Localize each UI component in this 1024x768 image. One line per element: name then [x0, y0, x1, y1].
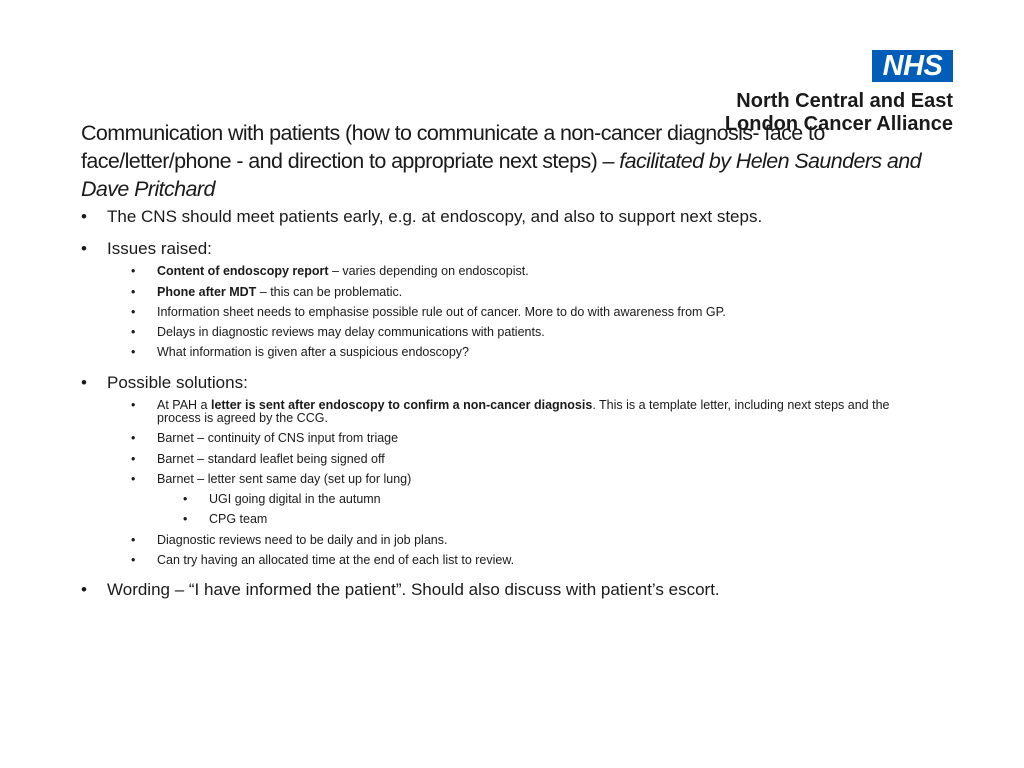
organisation-name	[725, 90, 953, 136]
bullet-icon: •	[131, 345, 136, 359]
bullet-icon: •	[131, 553, 136, 567]
solution-item-text: Can try having an allocated time at the end of each list to review.	[157, 553, 515, 567]
organisation-line-1: North Central and East	[736, 90, 953, 112]
issue-item-bold: Phone after MDT	[157, 285, 257, 299]
organisation-line-2: London Cancer Alliance	[724, 113, 953, 135]
solution-item-text: Barnet – letter sent same day (set up for lung)	[157, 472, 412, 486]
issue-item-text: What information is given after a suspicious endoscopy?	[157, 345, 469, 359]
bullet-icon: •	[81, 580, 87, 599]
title-main: Communication with patients (how to communicate a non-cancer diagnosis- face to face/letter/phone - and direction to appropriate next steps) –	[81, 121, 825, 173]
solution-item-text: Barnet – standard leaflet being signed off	[157, 452, 385, 466]
bullet-icon: •	[131, 305, 136, 319]
pah-bold: letter is sent after endoscopy to confirm a non-cancer diagnosis	[210, 398, 593, 412]
issue-item-text: Information sheet needs to emphasise possible rule out of cancer. More to do with awareness from GP.	[157, 305, 726, 319]
bullet-icon: •	[131, 325, 136, 339]
solution-item-text: Barnet – continuity of CNS input from triage	[157, 431, 399, 445]
bullet-icon: •	[131, 533, 136, 547]
bullet-icon: •	[131, 285, 136, 299]
bullet-icon: •	[81, 239, 87, 258]
bullet-icon: •	[131, 472, 136, 486]
solution-sub-item-text: UGI going digital in the autumn	[209, 492, 381, 506]
issue-item-bold: Content of endoscopy report	[157, 264, 329, 278]
bullet-icon: •	[131, 431, 136, 445]
pah-post: . This is a template letter, including next steps and the process is agreed by the CCG.	[157, 398, 890, 425]
issue-item-text: Delays in diagnostic reviews may delay communications with patients.	[157, 325, 545, 339]
issue-item-text: – varies depending on endoscopist.	[328, 264, 529, 278]
solutions-heading-text: Possible solutions:	[107, 373, 248, 392]
bullet-icon: •	[131, 452, 136, 466]
solution-sub-item-text: CPG team	[209, 512, 268, 526]
nhs-logo: NHS	[872, 50, 953, 82]
title-facilitators: facilitated by Helen Saunders and Dave Pritchard	[81, 149, 921, 201]
bullet-cns-text: The CNS should meet patients early, e.g. at endoscopy, and also to support next steps.	[107, 207, 763, 226]
issue-item-text: – this can be problematic.	[256, 285, 403, 299]
issues-heading-text: Issues raised:	[107, 239, 212, 258]
bullet-icon: •	[131, 264, 136, 278]
bullet-icon: •	[131, 398, 136, 412]
solution-item-text: Diagnostic reviews need to be daily and in job plans.	[157, 533, 448, 547]
bullet-wording-text: Wording – “I have informed the patient”. Should also discuss with patient’s escort.	[107, 580, 720, 599]
bullet-icon: •	[81, 207, 87, 226]
bullet-icon: •	[183, 512, 188, 526]
pah-pre: At PAH a	[157, 398, 211, 412]
bullet-icon: •	[183, 492, 188, 506]
bullet-icon: •	[81, 373, 87, 392]
